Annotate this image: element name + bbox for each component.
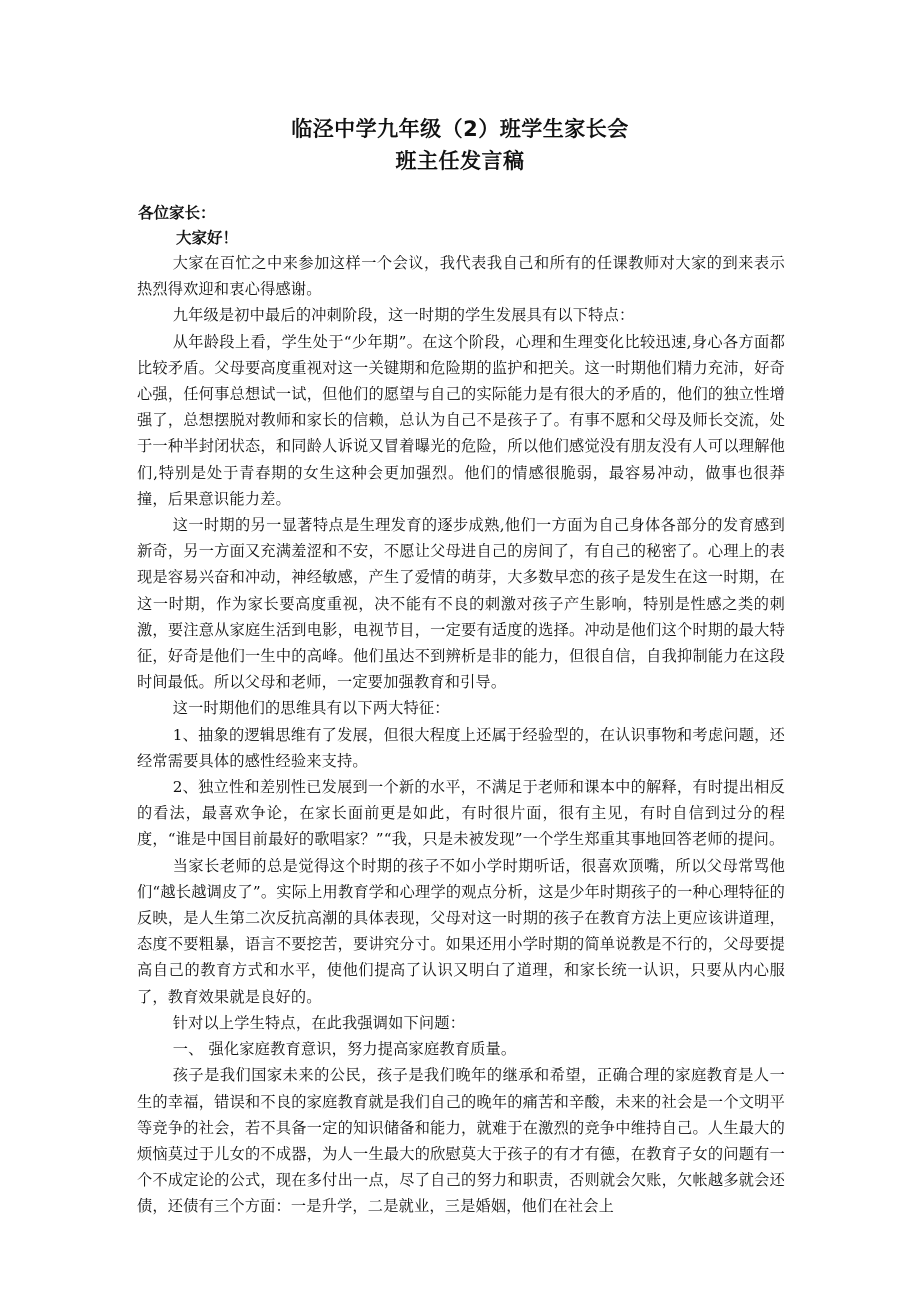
salutation: 各位家长： (138, 204, 216, 222)
section-heading: 一、 强化家庭教育意识，努力提高家庭教育质量。 (172, 1040, 517, 1059)
paragraph: 从年龄段上看，学生处于“少年期”。在这个阶段，心理和生理变化比较迅速,身心各方面都比较矛盾。父母要高度重视对这一关键期和危险期的监护和把关。这一时期他们精力充沛，好奇心强，任何事总想试一试，但他们的愿望与自己的实际能力是有很大的矛盾的，他们的独立性增强了，总想摆脱对教师和家长的信赖，总认为自己不是孩子了。有事不愿和父母及师长交流，处于一种半封闭状态，和同龄人诉说又冒着曝光的危险，所以他们感觉没有朋友没有人可以理解他们,特别是处于青春期的女生这种会更加强烈。他们的情感很脆弱，最容易冲动，做事也很莽撞，后果意识能力差。 (137, 332, 785, 508)
paragraph: 这一时期的另一显著特点是生理发育的逐步成熟,他们一方面为自己身体各部分的发育感到新奇，另一方面又充满羞涩和不安，不愿让父母进自己的房间了，有自己的秘密了。心理上的表现是容易兴奋和冲动，神经敏感，产生了爱情的萌芽，大多数早恋的孩子是发生在这一时期，在这一时期，作为家长要高度重视，决不能有不良的刺激对孩子产生影响，特别是性感之类的刺激，要注意从家庭生活到电影，电视节目，一定要有适度的选择。冲动是他们这个时期的最大特征，好奇是他们一生中的高峰。他们虽达不到辨析是非的能力，但很自信，自我抑制能力在这段时间最低。所以父母和老师，一定要加强教育和引导。 (137, 516, 785, 692)
greeting: 大家好！ (176, 229, 239, 247)
paragraph: 当家长老师的总是觉得这个时期的孩子不如小学时期听话，很喜欢顶嘴，所以父母常骂他们“越长越调皮了”。实际上用教育学和心理学的观点分析，这是少年时期孩子的一种心理特征的反映，是人生第二次反抗高潮的具体表现，父母对这一时期的孩子在教育方法上更应该讲道理，态度不要粗暴，语言不要挖苦，要讲究分寸。如果还用小学时期的简单说教是不行的，父母要提高自己的教育方式和水平，使他们提高了认识又明白了道理，和家长统一认识，只要从内心服了，教育效果就是良好的。 (137, 856, 785, 1006)
paragraph: 针对以上学生特点，在此我强调如下问题： (172, 1013, 466, 1032)
document-subtitle: 班主任发言稿 (395, 149, 525, 173)
paragraph: 这一时期他们的思维具有以下两大特征： (172, 699, 450, 718)
document-title: 临泾中学九年级（2）班学生家长会 (291, 117, 629, 141)
paragraph: 孩子是我们国家未来的公民，孩子是我们晚年的继承和希望，正确合理的家庭教育是人一生的幸福，错误和不良的家庭教育就是我们自己的晚年的痛苦和辛酸，未来的社会是一个文明平等竞争的社会，若不具备一定的知识储备和能力，就难于在激烈的竞争中维持自己。人生最大的烦恼莫过于儿女的不成器，为人一生最大的欣慰莫大于孩子的有才有德，在教育子女的问题有一个不成定论的公式，现在多付出一点，尽了自己的努力和职责，否则就会欠账，欠帐越多就会还债，还债有三个方面：一是升学，二是就业，三是婚姻，他们在社会上 (137, 1066, 785, 1216)
paragraph: 1、抽象的逻辑思维有了发展，但很大程度上还属于经验型的，在认识事物和考虑问题，还经常需要具体的感性经验来支持。 (137, 725, 785, 770)
paragraph: 2、独立性和差别性已发展到一个新的水平，不满足于老师和课本中的解释，有时提出相反的看法，最喜欢争论，在家长面前更是如此，有时很片面，很有主见，有时自信到过分的程度，“谁是中国目前最好的歌唱家？”“我，只是未被发现”一个学生郑重其事地回答老师的提问。 (137, 778, 785, 849)
speech-body (137, 250, 785, 1220)
paragraph: 九年级是初中最后的冲刺阶段，这一时期的学生发展具有以下特点： (172, 306, 635, 325)
paragraph: 大家在百忙之中来参加这样一个会议，我代表我自己和所有的任课教师对大家的到来表示热烈得欢迎和衷心得感谢。 (137, 254, 785, 299)
